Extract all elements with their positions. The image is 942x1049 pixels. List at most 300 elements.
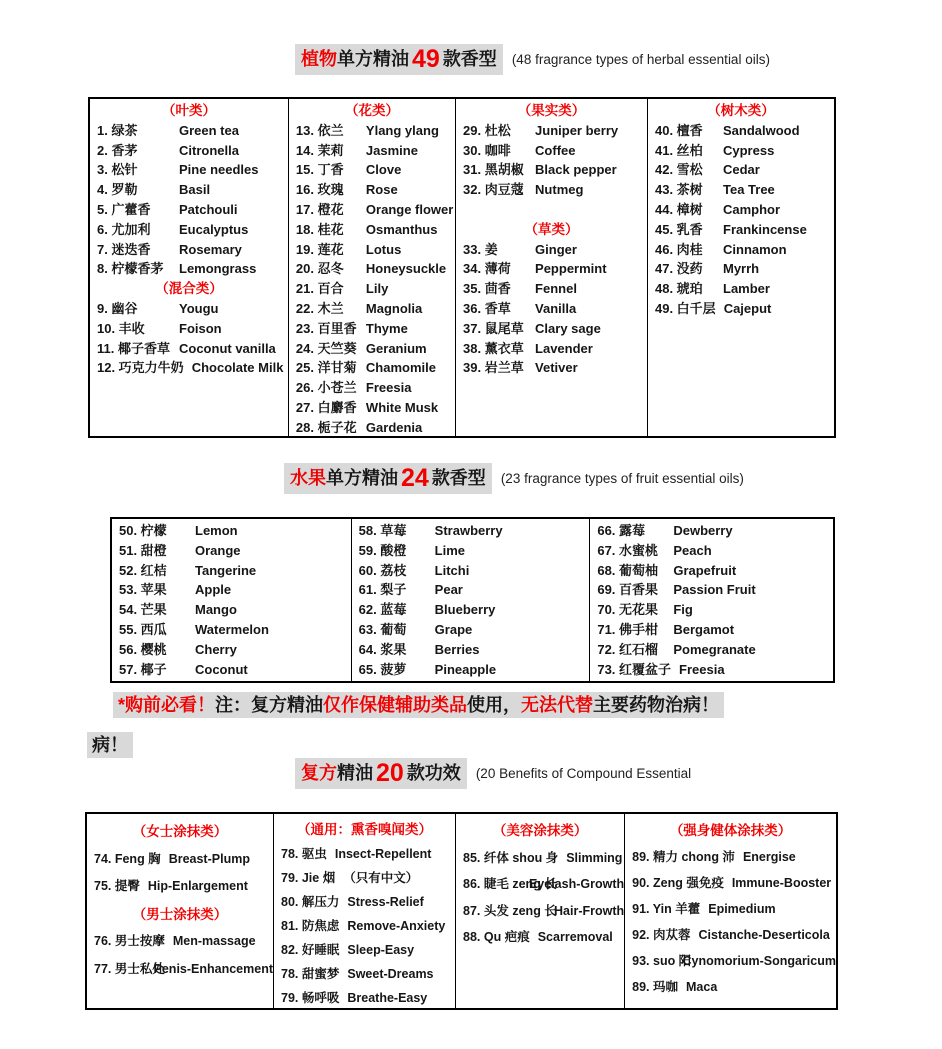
item-number-and-name: 50. 柠檬 <box>119 523 167 538</box>
item-number-and-name: 59. 酸橙 <box>358 542 407 558</box>
item-english-name: Hip-Enlargement <box>147 879 248 893</box>
item-number-and-name: 29. 杜松 <box>463 122 511 138</box>
item-number-and-name: 48. 琥珀 <box>655 281 703 297</box>
item-number-and-name: 15. 丁香 <box>295 162 344 178</box>
item-english-name: Eyelash-Growth <box>528 877 625 891</box>
item-english-name: Berries <box>434 641 480 657</box>
purchase-warning-line2: 病！ <box>87 732 133 758</box>
title-subtitle: (23 fragrance types of fruit essential oils) <box>500 471 744 486</box>
item-english-name: Cynomorium-Songaricum <box>682 954 836 968</box>
item-english-name: Orange <box>195 542 241 558</box>
item-number-and-name: 46. 肉桂 <box>655 241 703 257</box>
oil-item <box>655 121 834 141</box>
item-number-and-name: 24. 天竺葵 <box>295 340 357 356</box>
item-number-and-name: 86. 睫毛 zeng 长 <box>463 877 557 891</box>
item-number-and-name: 89. 玛咖 <box>632 980 678 994</box>
oil-item <box>119 640 351 660</box>
item-number-and-name: 74. Feng 胸 <box>94 851 161 866</box>
item-english-name: Cedar <box>723 162 760 178</box>
item-english-name: Breast-Plump <box>168 851 250 866</box>
item-number-and-name: 52. 红桔 <box>119 562 167 578</box>
spacer-row <box>463 200 647 220</box>
item-number-and-name: 16. 玫瑰 <box>295 182 344 198</box>
oil-item <box>97 299 288 319</box>
item-english-name: Grape <box>434 621 473 637</box>
table-column <box>455 814 624 1008</box>
item-english-name: Freesia <box>365 380 412 396</box>
item-number-and-name: 20. 忍冬 <box>295 261 344 277</box>
oil-item <box>97 339 288 359</box>
item-english-name: Fennel <box>535 281 577 297</box>
warning-text: 使用， <box>467 695 522 715</box>
herbal-oils-table <box>88 97 836 438</box>
item-english-name: Immune-Booster <box>731 876 832 890</box>
item-english-name: Jasmine <box>365 142 418 158</box>
item-number-and-name: 49. 白千层 <box>655 300 716 316</box>
warning-red-text: 无法代替 <box>521 695 594 715</box>
item-english-name: Cypress <box>723 142 775 158</box>
item-english-name: Geranium <box>365 340 427 356</box>
item-english-name: Epimedium <box>708 902 776 916</box>
oil-item <box>463 924 624 951</box>
item-english-name: Citronella <box>179 142 239 158</box>
item-english-name: Rosemary <box>179 241 242 257</box>
item-english-name: （只有中文） <box>343 871 419 885</box>
item-number-and-name: 71. 佛手柑 <box>597 621 659 637</box>
item-number-and-name: 14. 茉莉 <box>295 142 344 158</box>
oil-item <box>359 600 590 620</box>
item-number-and-name: 60. 荔枝 <box>358 562 407 578</box>
item-number-and-name: 4. 罗勒 <box>97 182 138 198</box>
item-number-and-name: 91. Yin 羊藿 <box>632 902 701 916</box>
item-number-and-name: 72. 红石榴 <box>597 641 659 657</box>
item-english-name: Slimming <box>566 850 623 865</box>
oil-item <box>597 541 833 561</box>
warning-text: 注：复方精油 <box>215 695 324 715</box>
item-english-name: Tea Tree <box>723 182 775 198</box>
category-header: （男士涂抹类） <box>132 906 228 922</box>
item-english-name: Sweet-Dreams <box>347 967 434 981</box>
oil-item <box>296 121 455 141</box>
oil-item <box>119 600 351 620</box>
item-number-and-name: 76. 男士按摩 <box>94 934 165 948</box>
item-english-name: Vetiver <box>535 360 578 376</box>
item-english-name: Chocolate Milk <box>191 360 284 376</box>
item-english-name: Passion Fruit <box>673 582 756 598</box>
item-english-name: Maca <box>686 980 718 994</box>
item-english-name: Coconut <box>195 661 248 677</box>
item-english-name: Peppermint <box>535 261 607 277</box>
oil-item <box>296 279 455 299</box>
item-english-name: Grapefruit <box>673 562 737 578</box>
oil-item <box>296 259 455 279</box>
oil-item <box>94 846 273 874</box>
item-english-name: Lemon <box>195 523 238 538</box>
section-title-compound <box>295 758 691 789</box>
oil-item <box>119 521 351 541</box>
oil-item <box>119 541 351 561</box>
item-english-name: Clove <box>365 162 402 178</box>
item-number-and-name: 28. 栀子花 <box>295 419 357 435</box>
item-english-name: Cistanche-Deserticola <box>698 928 830 942</box>
oil-item <box>97 259 288 279</box>
item-number-and-name: 7. 迷迭香 <box>97 241 151 257</box>
oil-item <box>655 240 834 260</box>
item-number-and-name: 79. 畅呼吸 <box>281 991 340 1005</box>
table-column <box>273 814 455 1008</box>
title-segment: 复方 <box>301 763 337 783</box>
title-segment: 植物 <box>301 49 337 69</box>
table-column <box>624 814 836 1008</box>
item-english-name: Lemongrass <box>179 261 257 277</box>
item-number-and-name: 30. 咖啡 <box>463 142 511 158</box>
oil-item <box>296 200 455 220</box>
item-number-and-name: 43. 茶树 <box>655 182 703 198</box>
item-number-and-name: 58. 草莓 <box>358 523 407 538</box>
item-number-and-name: 45. 乳香 <box>655 221 703 237</box>
oil-item <box>97 240 288 260</box>
oil-item <box>597 640 833 660</box>
oil-item <box>597 600 833 620</box>
item-english-name: Mango <box>195 602 237 618</box>
item-english-name: Coconut vanilla <box>179 340 276 356</box>
item-number-and-name: 23. 百里香 <box>295 320 357 336</box>
oil-item <box>463 160 647 180</box>
item-english-name: Yougu <box>179 300 219 316</box>
table-column <box>455 99 647 436</box>
item-english-name: Pomegranate <box>673 641 756 657</box>
title-segment: 24 <box>401 464 429 492</box>
item-number-and-name: 8. 柠檬香茅 <box>97 261 164 277</box>
item-english-name: Black pepper <box>535 162 617 178</box>
item-number-and-name: 87. 头发 zeng 长 <box>463 903 557 918</box>
oil-item <box>463 141 647 161</box>
item-english-name: Peach <box>673 542 712 558</box>
title-segment: 款功效 <box>406 763 461 783</box>
item-number-and-name: 6. 尤加利 <box>97 221 151 237</box>
oil-item <box>281 938 455 962</box>
item-english-name: Tangerine <box>195 562 257 578</box>
item-number-and-name: 65. 菠萝 <box>358 661 407 677</box>
category-header: （混合类） <box>155 281 223 297</box>
category-header: （花类） <box>344 103 399 118</box>
oil-item <box>359 580 590 600</box>
item-english-name: Penis-Enhancement <box>153 961 273 976</box>
oil-item <box>632 870 836 896</box>
item-english-name: Cherry <box>195 641 237 657</box>
oil-item <box>632 974 836 1000</box>
oil-item <box>463 339 647 359</box>
oil-item <box>281 866 455 890</box>
item-english-name: Watermelon <box>195 621 269 637</box>
table-column <box>647 99 834 436</box>
oil-item <box>359 561 590 581</box>
oil-item <box>463 358 647 378</box>
oil-item <box>632 922 836 948</box>
item-english-name: Basil <box>179 182 211 198</box>
warning-red-text: *购前必看！ <box>118 695 216 715</box>
oil-item <box>94 956 273 984</box>
oil-item <box>359 660 590 680</box>
oil-item <box>119 620 351 640</box>
title-segment: 水果 <box>290 468 326 488</box>
item-english-name: Nutmeg <box>535 182 584 198</box>
item-number-and-name: 2. 香茅 <box>97 142 138 158</box>
section-title-herbal <box>295 44 770 75</box>
item-english-name: Rose <box>365 182 398 198</box>
item-number-and-name: 21. 百合 <box>295 281 344 297</box>
item-number-and-name: 77. 男士私处 <box>94 961 165 976</box>
compound-oils-table <box>85 812 838 1010</box>
fruit-oils-table <box>110 517 835 683</box>
oil-item <box>463 180 647 200</box>
item-english-name: Insect-Repellent <box>334 847 432 861</box>
item-english-name: Bergamot <box>673 621 735 637</box>
title-subtitle: (20 Benefits of Compound Essential <box>475 766 692 781</box>
oil-item <box>296 378 455 398</box>
item-number-and-name: 32. 肉豆蔻 <box>463 182 524 198</box>
item-number-and-name: 39. 岩兰草 <box>463 360 524 376</box>
oil-item <box>655 220 834 240</box>
item-english-name: Chamomile <box>365 360 436 376</box>
oil-item <box>655 299 834 319</box>
item-number-and-name: 35. 茴香 <box>463 281 511 297</box>
item-english-name: Vanilla <box>535 300 577 316</box>
item-number-and-name: 41. 丝柏 <box>655 142 703 158</box>
item-number-and-name: 75. 提臀 <box>94 879 140 893</box>
oil-item <box>296 240 455 260</box>
item-english-name: Scarremoval <box>537 930 613 944</box>
oil-item <box>296 358 455 378</box>
oil-item <box>94 873 273 901</box>
item-number-and-name: 31. 黑胡椒 <box>463 162 524 178</box>
item-number-and-name: 36. 香草 <box>463 300 511 316</box>
table-column <box>90 99 288 436</box>
purchase-warning-line1 <box>113 692 724 718</box>
item-english-name: Strawberry <box>434 523 503 538</box>
item-english-name: Green tea <box>179 122 239 138</box>
oil-item <box>359 541 590 561</box>
item-number-and-name: 66. 露莓 <box>597 523 646 538</box>
oil-item <box>296 299 455 319</box>
oil-item <box>463 121 647 141</box>
item-number-and-name: 78. 甜蜜梦 <box>281 967 340 981</box>
item-english-name: Juniper berry <box>535 122 619 138</box>
oil-item <box>296 398 455 418</box>
item-number-and-name: 34. 薄荷 <box>463 261 511 277</box>
category-header: （草类） <box>524 221 579 237</box>
oil-item <box>632 948 836 974</box>
oil-item <box>296 339 455 359</box>
table-column <box>87 814 273 1008</box>
oil-item <box>97 160 288 180</box>
category-header: （通用：熏香嗅闻类） <box>297 822 433 837</box>
oil-item <box>296 160 455 180</box>
title-segment: 款香型 <box>431 468 486 488</box>
item-number-and-name: 88. Qu 疤痕 <box>463 930 530 944</box>
oil-item <box>463 845 624 872</box>
item-english-name: Blueberry <box>434 602 496 618</box>
item-number-and-name: 93. suo 阳 <box>632 954 692 968</box>
item-number-and-name: 17. 橙花 <box>295 201 344 217</box>
item-number-and-name: 80. 解压力 <box>281 895 340 909</box>
item-english-name: Clary sage <box>535 320 601 336</box>
table-column <box>589 519 833 681</box>
item-number-and-name: 1. 绿茶 <box>97 122 138 138</box>
item-english-name: Honeysuckle <box>365 261 447 277</box>
item-number-and-name: 69. 百香果 <box>597 582 659 598</box>
item-english-name: Sleep-Easy <box>347 943 415 957</box>
oil-item <box>281 842 455 866</box>
item-english-name: Ylang ylang <box>365 122 439 138</box>
oil-item <box>359 620 590 640</box>
item-number-and-name: 19. 莲花 <box>295 241 344 257</box>
title-highlight <box>295 758 467 789</box>
item-number-and-name: 3. 松针 <box>97 162 138 178</box>
oil-item <box>597 521 833 541</box>
item-number-and-name: 79. Jie 烟 <box>281 871 336 885</box>
item-number-and-name: 12. 巧克力牛奶 <box>97 360 184 376</box>
item-english-name: Gardenia <box>365 419 423 435</box>
item-number-and-name: 61. 梨子 <box>358 582 407 598</box>
item-english-name: Frankincense <box>723 221 807 237</box>
item-english-name: Lavender <box>535 340 593 356</box>
item-number-and-name: 78. 驱虫 <box>281 847 327 861</box>
title-segment: 20 <box>376 759 404 787</box>
item-number-and-name: 40. 檀香 <box>655 122 703 138</box>
oil-item <box>119 580 351 600</box>
item-number-and-name: 13. 依兰 <box>295 122 344 138</box>
category-header: （美容涂抹类） <box>492 823 588 838</box>
item-number-and-name: 81. 防焦虑 <box>281 919 340 933</box>
oil-item <box>296 220 455 240</box>
item-number-and-name: 64. 浆果 <box>358 641 407 657</box>
oil-item <box>597 660 833 680</box>
table-column <box>351 519 590 681</box>
item-number-and-name: 5. 广藿香 <box>97 201 151 217</box>
item-english-name: Lily <box>365 281 389 297</box>
category-header: （树木类） <box>707 103 775 118</box>
item-number-and-name: 67. 水蜜桃 <box>597 542 659 558</box>
oil-item <box>97 319 288 339</box>
item-number-and-name: 37. 鼠尾草 <box>463 320 524 336</box>
oil-item <box>597 620 833 640</box>
item-number-and-name: 26. 小苍兰 <box>295 380 357 396</box>
item-number-and-name: 10. 丰收 <box>97 320 145 336</box>
item-english-name: Eucalyptus <box>179 221 249 237</box>
oil-item <box>97 200 288 220</box>
item-number-and-name: 27. 白麝香 <box>295 399 357 415</box>
title-highlight <box>295 44 503 75</box>
item-number-and-name: 90. Zeng 强免疫 <box>632 876 724 890</box>
oil-item <box>632 896 836 922</box>
oil-item <box>655 259 834 279</box>
item-english-name: Thyme <box>365 320 408 336</box>
title-highlight <box>284 463 492 494</box>
item-number-and-name: 82. 好睡眠 <box>281 943 340 957</box>
title-segment: 单方精油 <box>337 49 409 69</box>
item-number-and-name: 18. 桂花 <box>295 221 344 237</box>
oil-item <box>655 180 834 200</box>
oil-item <box>632 844 836 870</box>
oil-item <box>281 914 455 938</box>
item-number-and-name: 44. 樟树 <box>655 201 703 217</box>
oil-item <box>359 640 590 660</box>
category-header: （叶类） <box>161 103 216 118</box>
item-number-and-name: 56. 樱桃 <box>119 641 167 657</box>
oil-item <box>597 561 833 581</box>
title-segment: 款香型 <box>442 49 497 69</box>
oil-item <box>97 121 288 141</box>
oil-item <box>597 580 833 600</box>
oil-item <box>97 141 288 161</box>
item-number-and-name: 9. 幽谷 <box>97 300 138 316</box>
item-english-name: Pear <box>434 582 463 598</box>
warning-red-text: 仅作保健辅助类品 <box>323 695 468 715</box>
item-english-name: Dewberry <box>673 523 733 538</box>
item-number-and-name: 25. 洋甘菊 <box>295 360 357 376</box>
item-number-and-name: 70. 无花果 <box>597 602 659 618</box>
section-title-fruit <box>284 463 744 494</box>
oil-item <box>296 180 455 200</box>
item-english-name: Myrrh <box>723 261 760 277</box>
item-number-and-name: 38. 薰衣草 <box>463 340 524 356</box>
category-header: （女士涂抹类） <box>132 824 228 839</box>
oil-item <box>463 299 647 319</box>
table-column <box>288 99 455 436</box>
oil-item <box>463 898 624 925</box>
item-english-name: Camphor <box>723 201 781 217</box>
item-number-and-name: 57. 椰子 <box>119 661 167 677</box>
title-segment: 49 <box>412 45 440 73</box>
item-english-name: Sandalwood <box>723 122 800 138</box>
oil-item <box>655 141 834 161</box>
oil-item <box>296 141 455 161</box>
item-english-name: Energise <box>742 850 796 864</box>
item-english-name: Remove-Anxiety <box>347 919 446 933</box>
category-header: （果实类） <box>517 103 586 118</box>
item-number-and-name: 55. 西瓜 <box>119 621 167 637</box>
title-subtitle: (48 fragrance types of herbal essential oils) <box>511 52 770 67</box>
item-number-and-name: 22. 木兰 <box>295 300 344 316</box>
title-segment: 单方精油 <box>326 468 398 488</box>
item-english-name: Orange flower <box>365 201 454 217</box>
table-column <box>112 519 351 681</box>
oil-item <box>296 418 455 436</box>
item-english-name: Apple <box>195 582 232 598</box>
item-number-and-name: 53. 苹果 <box>119 582 167 598</box>
item-english-name: Men-massage <box>172 934 256 948</box>
oil-item <box>281 890 455 914</box>
item-english-name: Freesia <box>679 661 725 677</box>
oil-item <box>97 220 288 240</box>
oil-item <box>94 928 273 956</box>
item-english-name: Pineapple <box>434 661 497 677</box>
oil-item <box>97 358 288 378</box>
warning-text: 主要药物治病！ <box>593 695 720 715</box>
oil-item <box>97 180 288 200</box>
item-english-name: Cinnamon <box>723 241 787 257</box>
item-number-and-name: 33. 姜 <box>463 241 498 257</box>
category-header: （强身健体涂抹类） <box>669 823 792 838</box>
item-english-name: Coffee <box>535 142 576 158</box>
item-english-name: Ginger <box>535 241 577 257</box>
item-english-name: Magnolia <box>365 300 423 316</box>
oil-item <box>463 319 647 339</box>
item-english-name: White Musk <box>365 399 439 415</box>
oil-item <box>463 279 647 299</box>
oil-item <box>655 200 834 220</box>
